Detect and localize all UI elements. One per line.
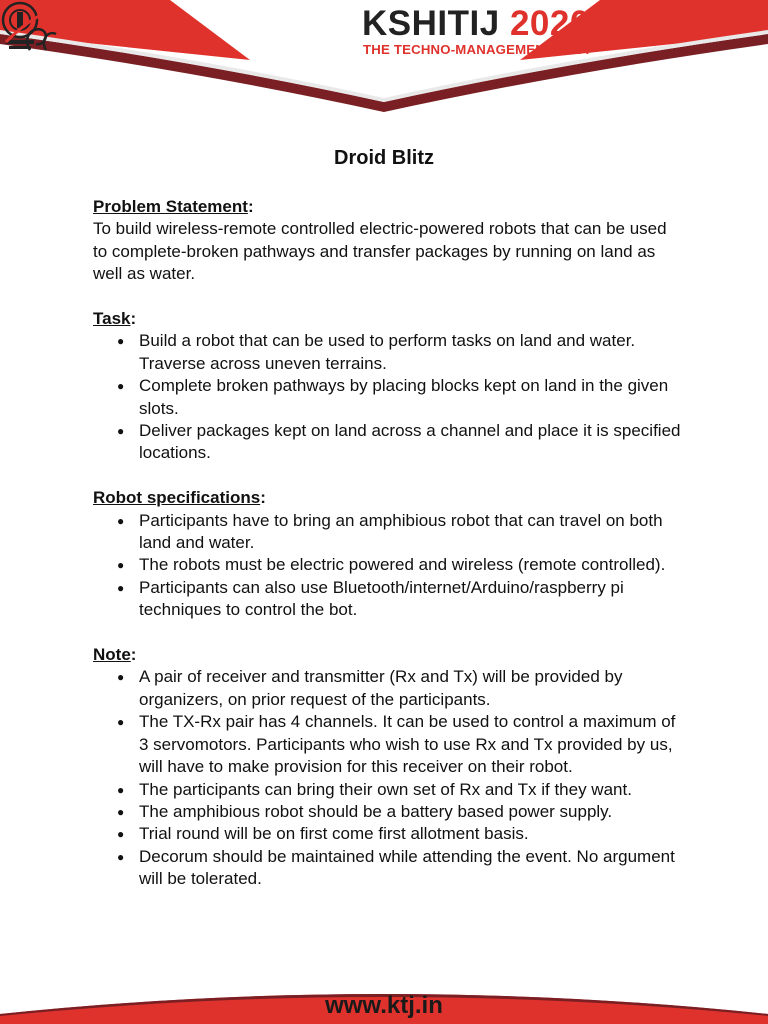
- specs-list: [93, 510, 683, 622]
- list-item: ● Deliver packages kept on land across a channel and place it is specified locations.: [117, 420, 683, 465]
- problem-text: To build wireless-remote controlled electric-powered robots that can be used to complete-broken pathways and transfer packages by running on land as well as water.: [93, 219, 667, 284]
- list-item: ● Build a robot that can be used to perform tasks on land and water. Traverse across uneven terrains.: [117, 330, 683, 375]
- list-item: ● Participants can also use Bluetooth/internet/Arduino/raspberry pi techniques to control the bot.: [117, 577, 683, 622]
- list-item: ● Trial round will be on first come first allotment basis.: [117, 823, 683, 845]
- task-heading-text: Task: [93, 309, 131, 329]
- list-item: ● The amphibious robot should be a battery based power supply.: [117, 801, 683, 823]
- note-list: [93, 666, 683, 890]
- list-item: ● The TX-Rx pair has 4 channels. It can be used to control a maximum of 3 servomotors. Participants who wish to use Rx and Tx provided by us, will have to make provision for this receiver on their robot.: [117, 711, 683, 778]
- footer-url[interactable]: www.ktj.in: [325, 992, 443, 1019]
- list-item: ● The robots must be electric powered and wireless (remote controlled).: [117, 554, 683, 576]
- note-heading-text: Note: [93, 645, 131, 665]
- page-footer: [0, 966, 768, 1024]
- list-item: ● A pair of receiver and transmitter (Rx and Tx) will be provided by organizers, on prior request of the participants.: [117, 666, 683, 711]
- list-item: ● Participants have to bring an amphibious robot that can travel on both land and water.: [117, 510, 683, 555]
- brand-year: 2020: [509, 4, 590, 43]
- page-header: [0, 0, 768, 115]
- kshitij-logo-icon: [0, 0, 72, 58]
- page-title: Droid Blitz: [334, 147, 434, 169]
- document-body: [93, 144, 683, 891]
- task-list: [93, 330, 683, 464]
- problem-heading-text: Problem Statement: [93, 197, 248, 216]
- specs-heading-text: Robot specifications: [93, 488, 261, 508]
- list-item: ● Decorum should be maintained while attending the event. No argument will be tolerated.: [117, 846, 683, 891]
- brand-name: KSHITIJ: [362, 4, 500, 43]
- list-item: ● The participants can bring their own set of Rx and Tx if they want.: [117, 779, 683, 801]
- brand-tagline: THE TECHNO-MANAGEMENT FEST: [363, 42, 592, 57]
- specs-heading: Robot specifications:: [93, 488, 266, 508]
- brand-title: [362, 4, 590, 44]
- task-heading: Task:: [93, 309, 137, 329]
- list-item: ● Complete broken pathways by placing blocks kept on land in the given slots.: [117, 375, 683, 420]
- problem-heading: Problem Statement:: [93, 197, 254, 216]
- note-heading: Note:: [93, 645, 137, 665]
